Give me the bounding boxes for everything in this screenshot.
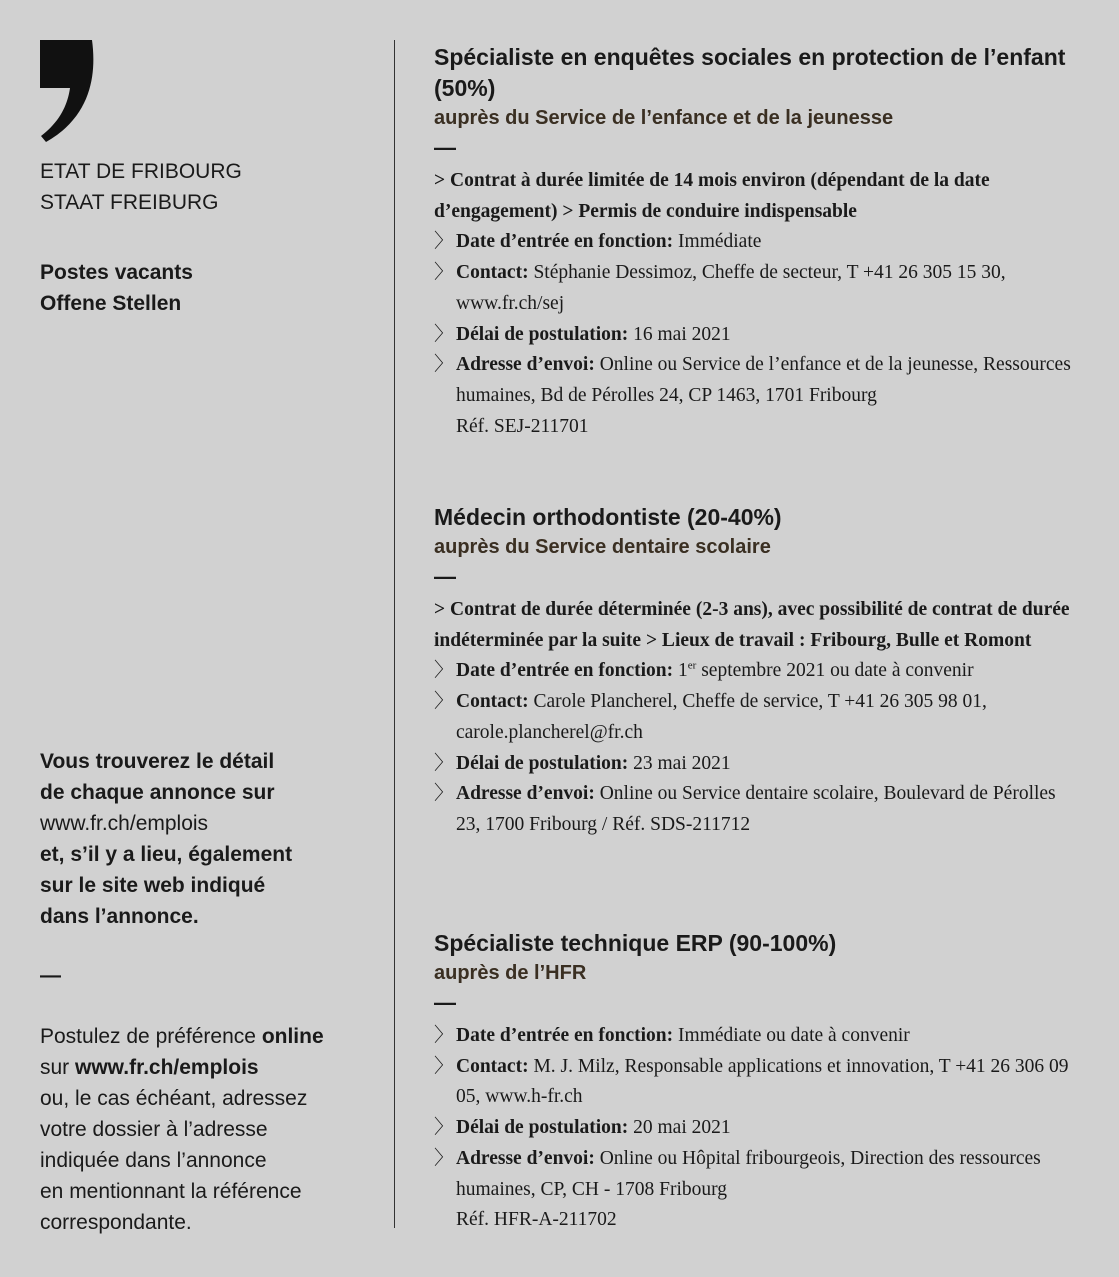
job-title: Spécialiste en enquêtes sociales en protection de l’enfant (50%)	[434, 44, 1066, 101]
apply-online: online	[261, 1025, 324, 1048]
column-divider	[394, 40, 395, 1228]
apply-text: Postulez de préférence	[40, 1025, 262, 1048]
chevron-right-icon: 〉	[434, 691, 454, 713]
org-name-de: STAAT FREIBURG	[40, 191, 219, 214]
item-value: Online ou Hôpital fribourgeois, Direction des ressources humaines, CP, CH - 1708 Fribourg	[456, 1147, 1041, 1200]
start-date-item	[434, 1021, 1084, 1052]
org-name	[40, 156, 242, 218]
reference-item: Réf. HFR-A-211702	[456, 1209, 617, 1231]
address-item	[434, 779, 1084, 840]
contact-item	[434, 687, 1084, 748]
item-value: septembre 2021 ou date à convenir	[696, 660, 974, 682]
start-date-item	[434, 656, 1084, 687]
deadline-item	[434, 1113, 1084, 1144]
apply-line: correspondante.	[40, 1211, 192, 1234]
job-title: Médecin orthodontiste (20-40%)	[434, 504, 782, 530]
contact-item	[434, 258, 1084, 319]
apply-line: votre dossier à l’adresse	[40, 1118, 268, 1141]
item-label: Délai de postulation:	[456, 323, 629, 345]
item-label: Date d’entrée en fonction:	[456, 1025, 674, 1046]
info-line: sur le site web indiqué	[40, 874, 266, 897]
item-label: Contact:	[456, 1055, 529, 1077]
address-item	[434, 1144, 1084, 1205]
item-label: Délai de postulation:	[456, 1117, 629, 1139]
item-value: Immédiate	[673, 231, 762, 253]
job-dash: —	[434, 564, 456, 589]
chevron-right-icon: 〉	[434, 231, 454, 253]
info-line: Vous trouverez le détail	[40, 750, 275, 773]
item-label: Adresse d’envoi:	[456, 354, 595, 376]
job-details	[434, 1021, 1084, 1236]
item-value: Online ou Service dentaire scolaire, Boulevard de Pérolles 23, 1700 Fribourg / Réf. SDS-211712	[456, 783, 1056, 835]
chevron-right-icon: 〉	[434, 354, 454, 376]
item-value: Stéphanie Dessimoz, Cheffe de secteur, T +41 26 305 15 30, www.fr.ch/sej	[456, 262, 1006, 314]
job-dash: —	[434, 135, 456, 160]
apply-line	[40, 1052, 324, 1083]
fribourg-comma-logo-icon	[40, 40, 96, 142]
job-subtitle: auprès de l’HFR	[434, 962, 587, 984]
contact-item	[434, 1052, 1084, 1113]
apply-link[interactable]: www.fr.ch/emplois	[75, 1056, 259, 1079]
address-item	[434, 350, 1084, 411]
item-value: 1	[673, 660, 688, 682]
chevron-right-icon: 〉	[434, 262, 454, 284]
item-value: 16 mai 2021	[628, 323, 731, 345]
job-posting	[434, 928, 1084, 1236]
info-line: et, s’il y a lieu, également	[40, 843, 293, 866]
apply-line: indiquée dans l’annonce	[40, 1149, 267, 1172]
job-details	[434, 166, 1084, 442]
item-value: Immédiate ou date à convenir	[673, 1025, 910, 1046]
job-subtitle: auprès du Service dentaire scolaire	[434, 536, 771, 558]
section-title-de: Offene Stellen	[40, 292, 182, 315]
job-subtitle: auprès du Service de l’enfance et de la jeunesse	[434, 107, 894, 129]
chevron-right-icon: 〉	[434, 1117, 454, 1139]
info-block	[40, 746, 292, 932]
apply-block	[40, 1021, 324, 1238]
chevron-right-icon: 〉	[434, 1055, 454, 1077]
section-title-fr: Postes vacants	[40, 261, 193, 284]
reference-item: Réf. SEJ-211701	[456, 415, 589, 437]
item-value: M. J. Milz, Responsable applications et innovation, T +41 26 306 09 05, www.h-fr.ch	[456, 1055, 1069, 1108]
chevron-right-icon: 〉	[434, 660, 454, 682]
item-label: Contact:	[456, 691, 529, 713]
start-date-item	[434, 227, 1084, 258]
chevron-right-icon: 〉	[434, 752, 454, 774]
chevron-right-icon: 〉	[434, 1025, 454, 1046]
item-label: Date d’entrée en fonction:	[456, 231, 674, 253]
info-line: de chaque annonce sur	[40, 781, 275, 804]
item-label: Adresse d’envoi:	[456, 783, 595, 805]
item-label: Délai de postulation:	[456, 752, 629, 774]
job-posting	[434, 42, 1084, 442]
item-label: Adresse d’envoi:	[456, 1147, 595, 1169]
info-line: dans l’annonce.	[40, 905, 199, 928]
job-dash: —	[434, 990, 456, 1015]
item-value-superscript: er	[687, 659, 697, 672]
chevron-right-icon: 〉	[434, 783, 454, 805]
item-value: 20 mai 2021	[628, 1117, 731, 1139]
apply-line	[40, 1021, 324, 1052]
job-details	[434, 595, 1084, 841]
section-title	[40, 257, 193, 319]
item-label: Contact:	[456, 262, 529, 284]
apply-line: en mentionnant la référence	[40, 1180, 302, 1203]
chevron-right-icon: 〉	[434, 323, 454, 345]
job-intro: > Contrat à durée limitée de 14 mois environ (dépendant de la date d’engagement) > Permis de conduire indispensable	[434, 170, 990, 222]
deadline-item	[434, 320, 1084, 351]
info-link[interactable]: www.fr.ch/emplois	[40, 812, 209, 835]
separator-dash: —	[40, 964, 61, 987]
job-intro: > Contrat de durée déterminée (2-3 ans), avec possibilité de contrat de durée indéterminée par la suite > Lieux de travail : Fribourg, Bulle et Romont	[434, 599, 1070, 651]
job-posting	[434, 502, 1084, 841]
item-label: Date d’entrée en fonction:	[456, 660, 674, 682]
org-name-fr: ETAT DE FRIBOURG	[40, 160, 242, 183]
chevron-right-icon: 〉	[434, 1147, 454, 1169]
deadline-item	[434, 749, 1084, 780]
apply-text: sur	[40, 1056, 76, 1079]
apply-line: ou, le cas échéant, adressez	[40, 1087, 308, 1110]
item-value: Carole Plancherel, Cheffe de service, T +41 26 305 98 01, carole.plancherel@fr.ch	[456, 691, 987, 743]
item-value: 23 mai 2021	[628, 752, 731, 774]
item-value: Online ou Service de l’enfance et de la jeunesse, Ressources humaines, Bd de Pérolles 24, CP 1463, 1701 Fribourg	[456, 354, 1071, 406]
job-title: Spécialiste technique ERP (90-100%)	[434, 930, 837, 956]
